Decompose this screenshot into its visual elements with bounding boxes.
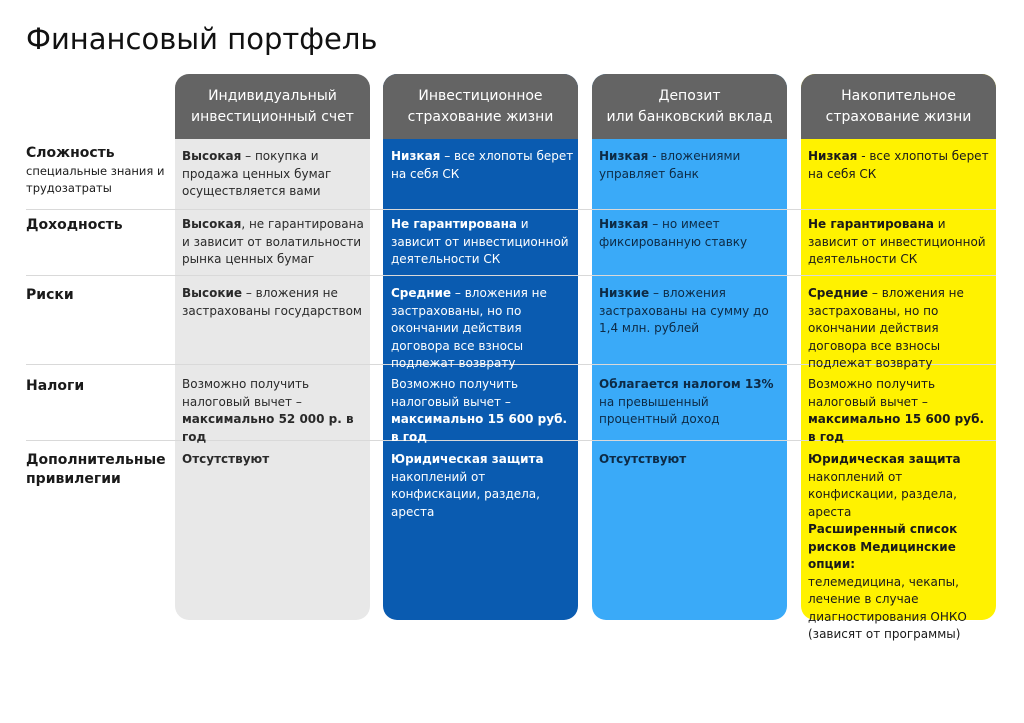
column-header-savings-insurance: Накопительное страхование жизни xyxy=(801,74,996,139)
cell-text: - вложениями управляет банк xyxy=(599,149,741,181)
cell-risks-invest xyxy=(391,285,578,373)
cell-text: Возможно получить налоговый вычет – xyxy=(182,377,310,409)
row-label-text: Доходность xyxy=(26,217,123,233)
cell-complexity-savings xyxy=(808,148,995,183)
cell-text: и зависит от инвестиционной деятельности СК xyxy=(808,217,986,266)
row-label-risks xyxy=(26,286,171,305)
cell-text: – все хлопоты берет на себя СК xyxy=(391,149,574,181)
row-label-taxes xyxy=(26,377,171,396)
cell-complexity-deposit xyxy=(599,148,786,183)
cell-privileges-deposit xyxy=(599,451,786,469)
cell-bold: Не гарантирована xyxy=(391,217,517,231)
cell-bold: Высокая xyxy=(182,149,242,163)
cell-bold: Юридическая защита xyxy=(391,452,544,466)
cell-complexity-iis xyxy=(182,148,369,201)
cell-risks-savings xyxy=(808,285,995,373)
row-label-text: Риски xyxy=(26,287,74,303)
cell-profitability-iis xyxy=(182,216,369,269)
column-header-invest-insurance: Инвестиционное страхование жизни xyxy=(383,74,578,139)
cell-privileges-invest xyxy=(391,451,578,521)
cell-taxes-invest xyxy=(391,376,578,446)
cell-bold: Низкие xyxy=(599,286,650,300)
row-label-text: Налоги xyxy=(26,378,85,394)
row-sublabel: специальные знания и трудозатраты xyxy=(26,164,165,195)
cell-text: - все хлопоты берет на себя СК xyxy=(808,149,989,181)
cell-bold: Низкая xyxy=(599,217,649,231)
cell-bold: максимально 15 600 руб. в год xyxy=(391,412,568,444)
cell-bold: Высокая xyxy=(182,217,242,231)
row-label-text: Дополнительные привилегии xyxy=(26,452,166,487)
cell-text: накоплений от конфискации, раздела, ареста xyxy=(808,469,957,519)
cell-text: на превышенный процентный доход xyxy=(599,394,720,426)
cell-bold-extra: Расширенный список рисков Медицинские опции: xyxy=(808,522,958,571)
cell-bold: максимально 15 600 руб. в год xyxy=(808,412,985,444)
cell-taxes-savings xyxy=(808,376,995,446)
row-label-profitability xyxy=(26,216,171,235)
cell-bold: Средние xyxy=(391,286,452,300)
cell-complexity-invest xyxy=(391,148,578,183)
cell-privileges-savings xyxy=(808,451,995,644)
cell-text: , не гарантирована и зависит от волатильности рынка ценных бумаг xyxy=(182,217,364,266)
row-label-privileges xyxy=(26,451,171,489)
cell-bold: Высокие xyxy=(182,286,243,300)
cell-bold: Облагается налогом 13% xyxy=(599,377,774,391)
cell-text: Возможно получить налоговый вычет – xyxy=(391,377,519,409)
cell-bold: Низкая xyxy=(599,149,649,163)
cell-text: – вложения не застрахованы, но по окончании действия договора все взносы подлежат возврату xyxy=(391,286,547,370)
cell-bold: максимально 52 000 р. в год xyxy=(182,412,354,444)
cell-bold: Не гарантирована xyxy=(808,217,934,231)
cell-taxes-deposit xyxy=(599,376,786,429)
cell-profitability-invest xyxy=(391,216,578,269)
cell-profitability-deposit xyxy=(599,216,786,251)
cell-bold: Средние xyxy=(808,286,869,300)
row-divider xyxy=(26,209,996,210)
row-label-complexity xyxy=(26,144,171,197)
cell-risks-deposit xyxy=(599,285,786,338)
cell-text: и зависит от инвестиционной деятельности СК xyxy=(391,217,569,266)
column-header-deposit: Депозит или банковский вклад xyxy=(592,74,787,139)
cell-bold: Юридическая защита xyxy=(808,452,961,466)
cell-risks-iis xyxy=(182,285,369,320)
cell-bold: Низкая xyxy=(391,149,441,163)
cell-privileges-iis xyxy=(182,451,369,469)
cell-text: – но имеет фиксированную ставку xyxy=(599,217,748,249)
cell-text: – вложения застрахованы на сумму до 1,4 млн. рублей xyxy=(599,286,769,335)
row-divider xyxy=(26,275,996,276)
cell-bold: Отсутствуют xyxy=(182,452,270,466)
cell-text: – вложения не застрахованы государством xyxy=(182,286,362,318)
row-label-text: Сложность xyxy=(26,145,115,161)
cell-text: – вложения не застрахованы, но по окончании действия договора все взносы подлежат возврату xyxy=(808,286,964,370)
cell-text: – покупка и продажа ценных бумаг осуществляется вами xyxy=(182,149,332,198)
cell-text: Возможно получить налоговый вычет – xyxy=(808,377,936,409)
page-title: Финансовый портфель xyxy=(26,22,378,56)
column-header-iis: Индивидуальный инвестиционный счет xyxy=(175,74,370,139)
cell-taxes-iis xyxy=(182,376,369,446)
cell-profitability-savings xyxy=(808,216,995,269)
cell-bold: Отсутствуют xyxy=(599,452,687,466)
cell-text: накоплений от конфискации, раздела, ареста xyxy=(391,469,540,519)
cell-text-extra: телемедицина, чекапы, лечение в случае диагностирования ОНКО (зависят от программы) xyxy=(808,574,967,641)
cell-bold: Низкая xyxy=(808,149,858,163)
